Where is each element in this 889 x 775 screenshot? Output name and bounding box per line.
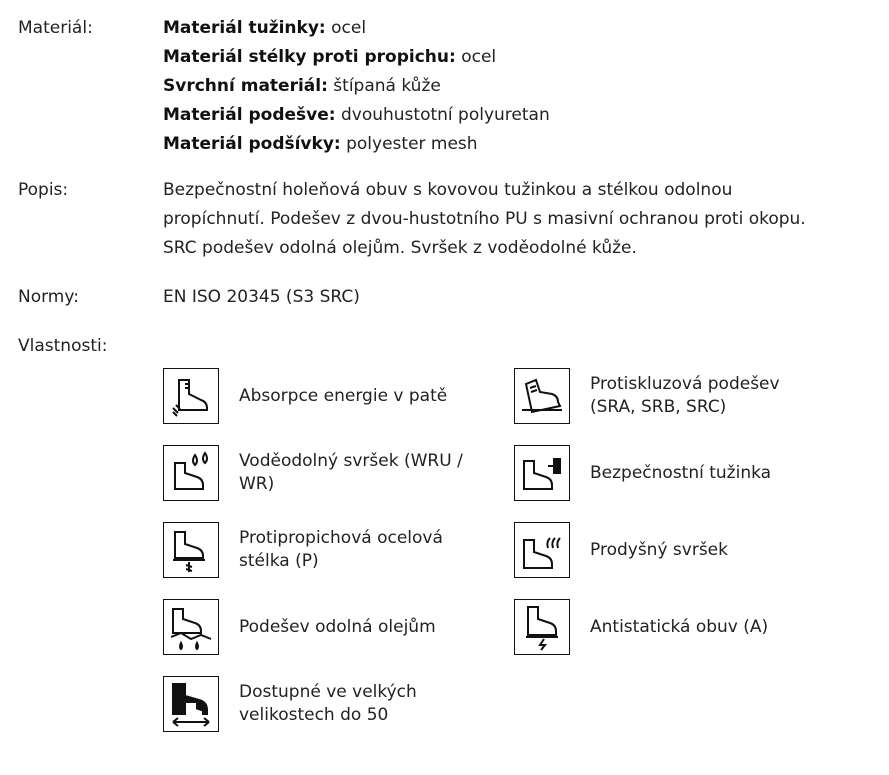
material-label: Materiál: — [18, 18, 93, 38]
feature-text: Prodyšný svršek — [590, 539, 728, 560]
feature-item — [514, 368, 780, 424]
anti-slip-sole-icon — [514, 368, 570, 424]
feature-item — [163, 445, 463, 501]
safety-toecap-icon — [514, 445, 570, 501]
properties-label: Vlastnosti: — [18, 336, 108, 356]
breathable-upper-icon — [514, 522, 570, 578]
feature-item — [514, 599, 768, 655]
energy-absorption-icon — [163, 368, 219, 424]
feature-item — [163, 599, 436, 655]
feature-text: Bezpečnostní tužinka — [590, 462, 772, 483]
norms-value: EN ISO 20345 (S3 SRC) — [163, 287, 360, 307]
feature-item — [514, 522, 728, 578]
feature-text: Protiskluzová podešev (SRA, SRB, SRC) — [590, 374, 780, 417]
large-sizes-icon — [163, 676, 219, 732]
feature-text: Absorpce energie v patě — [239, 385, 448, 406]
feature-text: Podešev odolná olejům — [239, 616, 436, 637]
material-row: Materiál stélky proti propichu: ocel — [163, 47, 497, 67]
feature-item — [163, 522, 443, 578]
puncture-resistant-midsole-icon — [163, 522, 219, 578]
feature-text: Protipropichová ocelová stélka (P) — [239, 528, 443, 571]
oil-resistant-sole-icon — [163, 599, 219, 655]
material-row: Svrchní materiál: štípaná kůže — [163, 76, 441, 96]
feature-text: Antistatická obuv (A) — [590, 616, 769, 637]
feature-item — [514, 445, 771, 501]
norms-label: Normy: — [18, 287, 79, 307]
material-row: Materiál podšívky: polyester mesh — [163, 134, 478, 154]
waterproof-upper-icon — [163, 445, 219, 501]
feature-text: Voděodolný svršek (WRU / WR) — [239, 451, 463, 494]
feature-text: Dostupné ve velkých velikostech do 50 — [239, 682, 417, 725]
material-list — [163, 14, 863, 159]
description-label: Popis: — [18, 180, 69, 200]
material-row: Materiál tužinky: ocel — [163, 18, 367, 38]
description-text: Bezpečnostní holeňová obuv s kovovou tužinkou a stélkou odolnou propíchnutí. Podešev z dvou-hustotního PU s masivní ochranou proti okopu. SRC podešev odolná olejům. Svršek z voděodolné kůže. — [163, 180, 806, 258]
material-row: Materiál podešve: dvouhustotní polyuretan — [163, 105, 550, 125]
antistatic-shoe-icon — [514, 599, 570, 655]
feature-item — [163, 368, 447, 424]
feature-item — [163, 676, 417, 732]
